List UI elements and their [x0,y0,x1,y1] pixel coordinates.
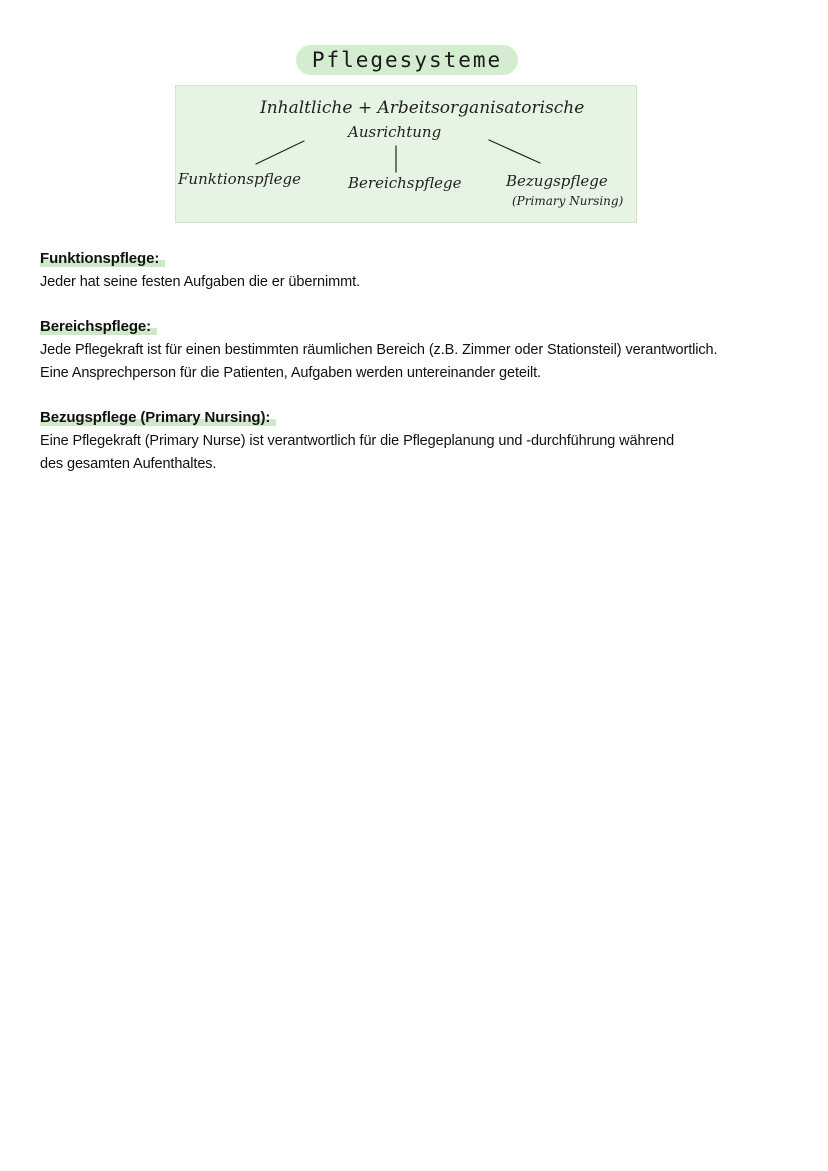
page-title: Pflegesysteme [311,48,503,72]
diagram-node-left: Funktionspflege [178,170,301,188]
diagram-node-right-sub: (Primary Nursing) [512,194,624,208]
section-line: des gesamten Aufenthaltes. [40,456,217,472]
diagram-node-right: Bezugspflege [506,172,608,190]
connector-left [256,141,304,164]
section-line: Eine Ansprechperson für die Patienten, Aufgaben werden untereinander geteilt. [40,365,541,381]
concept-diagram [175,85,637,223]
diagram-top-line2: Ausrichtung [348,123,442,141]
section-heading: Bereichspflege: [40,318,157,335]
section-heading: Bezugspflege (Primary Nursing): [40,409,276,426]
section-line: Jeder hat seine festen Aufgaben die er übernimmt. [40,274,360,290]
section-funktionspflege [40,248,800,294]
section-line: Jede Pflegekraft ist für einen bestimmten räumlichen Bereich (z.B. Zimmer oder Stationsteil) verantwortlich. [40,342,718,358]
page-title-highlight [296,45,518,75]
section-heading: Funktionspflege: [40,250,165,267]
connector-right [489,140,540,163]
diagram-node-middle: Bereichspflege [348,174,462,192]
section-bereichspflege [40,316,800,385]
notes-content [40,248,800,498]
section-line: Eine Pflegekraft (Primary Nurse) ist verantwortlich für die Pflegeplanung und -durchführung während [40,433,675,449]
section-bezugspflege [40,407,800,476]
diagram-top-line1: Inhaltliche + Arbeitsorganisatorische [260,98,585,118]
